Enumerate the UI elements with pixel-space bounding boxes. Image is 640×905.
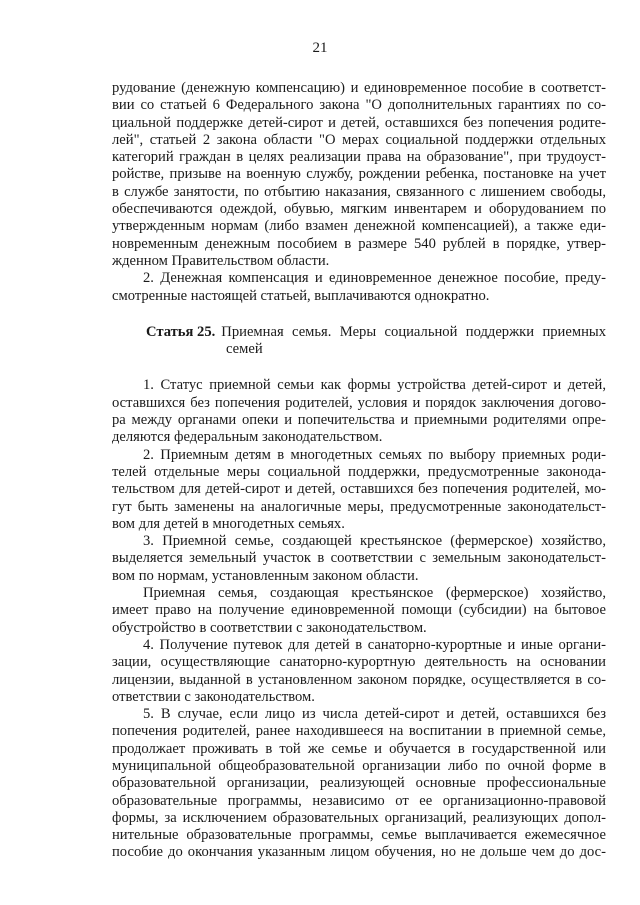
article-title: Приемная семья. Меры социальной поддержки приемных xyxy=(221,323,606,340)
text-line: зации, осуществляющие санаторно-курортную деятельность на основании xyxy=(112,654,606,671)
text-line: 5. В случае, если лицо из числа детей-сирот и детей, оставшихся без xyxy=(143,706,606,723)
text-line: тельством для детей-сирот и детей, оставшихся без попечения родителей, мо- xyxy=(112,481,606,498)
article-title-continued: семей xyxy=(226,341,263,358)
text-line: оставшихся без попечения родителей, условия и порядок заключения догово- xyxy=(112,394,606,411)
spacer xyxy=(112,358,606,377)
text-line: нительные образовательные программы, семье выплачивается ежемесячное xyxy=(112,827,606,844)
article-number: Статья 25. xyxy=(146,323,216,340)
text-line: жденном Правительством области. xyxy=(112,252,330,269)
spacer xyxy=(112,305,606,324)
text-line: категорий граждан в целях реализации права на образование", при трудоуст- xyxy=(112,149,606,166)
text-line: ра между органами опеки и попечительства и приемными родителями опре- xyxy=(112,412,606,429)
text-line: вом по нормам, установленным законом области. xyxy=(112,567,419,584)
text-line: 1. Статус приемной семьи как формы устройства детей-сирот и детей, xyxy=(143,377,606,394)
text-line: попечения родителей, ранее находившееся на воспитании в приемной семье, xyxy=(112,723,606,740)
text-line: обеспечиваются одеждой, обувью, мягким инвентарем и оборудованием по xyxy=(112,201,606,218)
paragraph-3b xyxy=(112,585,606,637)
text-line: новременным денежным пособием в размере 540 рублей в порядке, утвер- xyxy=(112,235,606,252)
intro-paragraph xyxy=(112,80,606,270)
text-line: гут быть заменены на аналогичные меры, предусмотренные законодательст- xyxy=(112,498,606,515)
text-line: утвержденным нормам (либо взамен денежной компенсацией), а также еди- xyxy=(112,218,606,235)
text-line: муниципальной общеобразовательной организации либо по очной форме в xyxy=(112,757,606,774)
text-line: выделяется земельный участок в соответствии с земельным законодательст- xyxy=(112,550,606,567)
text-line: в службе занятости, по отбытию наказания, связанного с лишением свободы, xyxy=(112,183,606,200)
document-body xyxy=(112,80,606,862)
text-line: рудование (денежную компенсацию) и единовременное пособие в соответст- xyxy=(112,80,606,96)
paragraph-4 xyxy=(112,637,606,706)
article-heading xyxy=(112,324,606,359)
text-line: 3. Приемной семье, создающей крестьянское (фермерское) хозяйство, xyxy=(143,533,606,550)
text-line: Приемная семья, создающая крестьянское (фермерское) хозяйство, xyxy=(143,585,606,602)
text-line: 2. Приемным детям в многодетных семьях по выбору приемных роди- xyxy=(143,446,606,463)
text-line: вии со статьей 6 Федерального закона "О дополнительных гарантиях по со- xyxy=(112,97,606,114)
intro-paragraph-2 xyxy=(112,270,606,305)
paragraph-3 xyxy=(112,533,606,585)
text-line: обустройство в соответствии с законодательством. xyxy=(112,619,427,636)
text-line: смотренные настоящей статьей, выплачиваются однократно. xyxy=(112,287,490,304)
text-line: циальной поддержке детей-сирот и детей, оставшихся без попечения родите- xyxy=(112,114,606,131)
text-line: 4. Получение путевок для детей в санаторно-курортные и иные органи- xyxy=(143,636,606,653)
paragraph-1 xyxy=(112,377,606,446)
text-line: телей отдельные меры социальной поддержки, предусмотренные законода- xyxy=(112,463,606,480)
text-line: имеет право на получение единовременной помощи (субсидии) на бытовое xyxy=(112,602,606,619)
text-line: формы, за исключением образовательных организаций, реализующих допол- xyxy=(112,809,606,826)
text-line: ответствии с законодательством. xyxy=(112,688,315,705)
text-line: ройстве, призыве на военную службу, рождении ребенка, постановке на учет xyxy=(112,166,606,183)
text-line: 2. Денежная компенсация и единовременное денежное пособие, преду- xyxy=(143,270,606,287)
page-number: 21 xyxy=(312,40,328,56)
paragraph-5 xyxy=(112,706,606,862)
text-line: образовательной организации, реализующей основные профессиональные xyxy=(112,775,606,792)
text-line: образовательные программы, независимо от ее организационно-правовой xyxy=(112,792,606,809)
paragraph-2 xyxy=(112,447,606,533)
text-line: вом для детей в многодетных семьях. xyxy=(112,515,345,532)
text-line: лей", статьей 2 закона области "О мерах социальной поддержки отдельных xyxy=(112,131,606,148)
text-line: лицензии, выданной в установленном законом порядке, осуществляется в со- xyxy=(112,671,606,688)
text-line: деляются федеральным законодательством. xyxy=(112,429,383,446)
text-line: продолжает проживать в той же семье и обучается в государственной или xyxy=(112,740,606,757)
text-line: пособие до окончания указанным лицом обучения, но не дольше чем до дос- xyxy=(112,844,606,861)
